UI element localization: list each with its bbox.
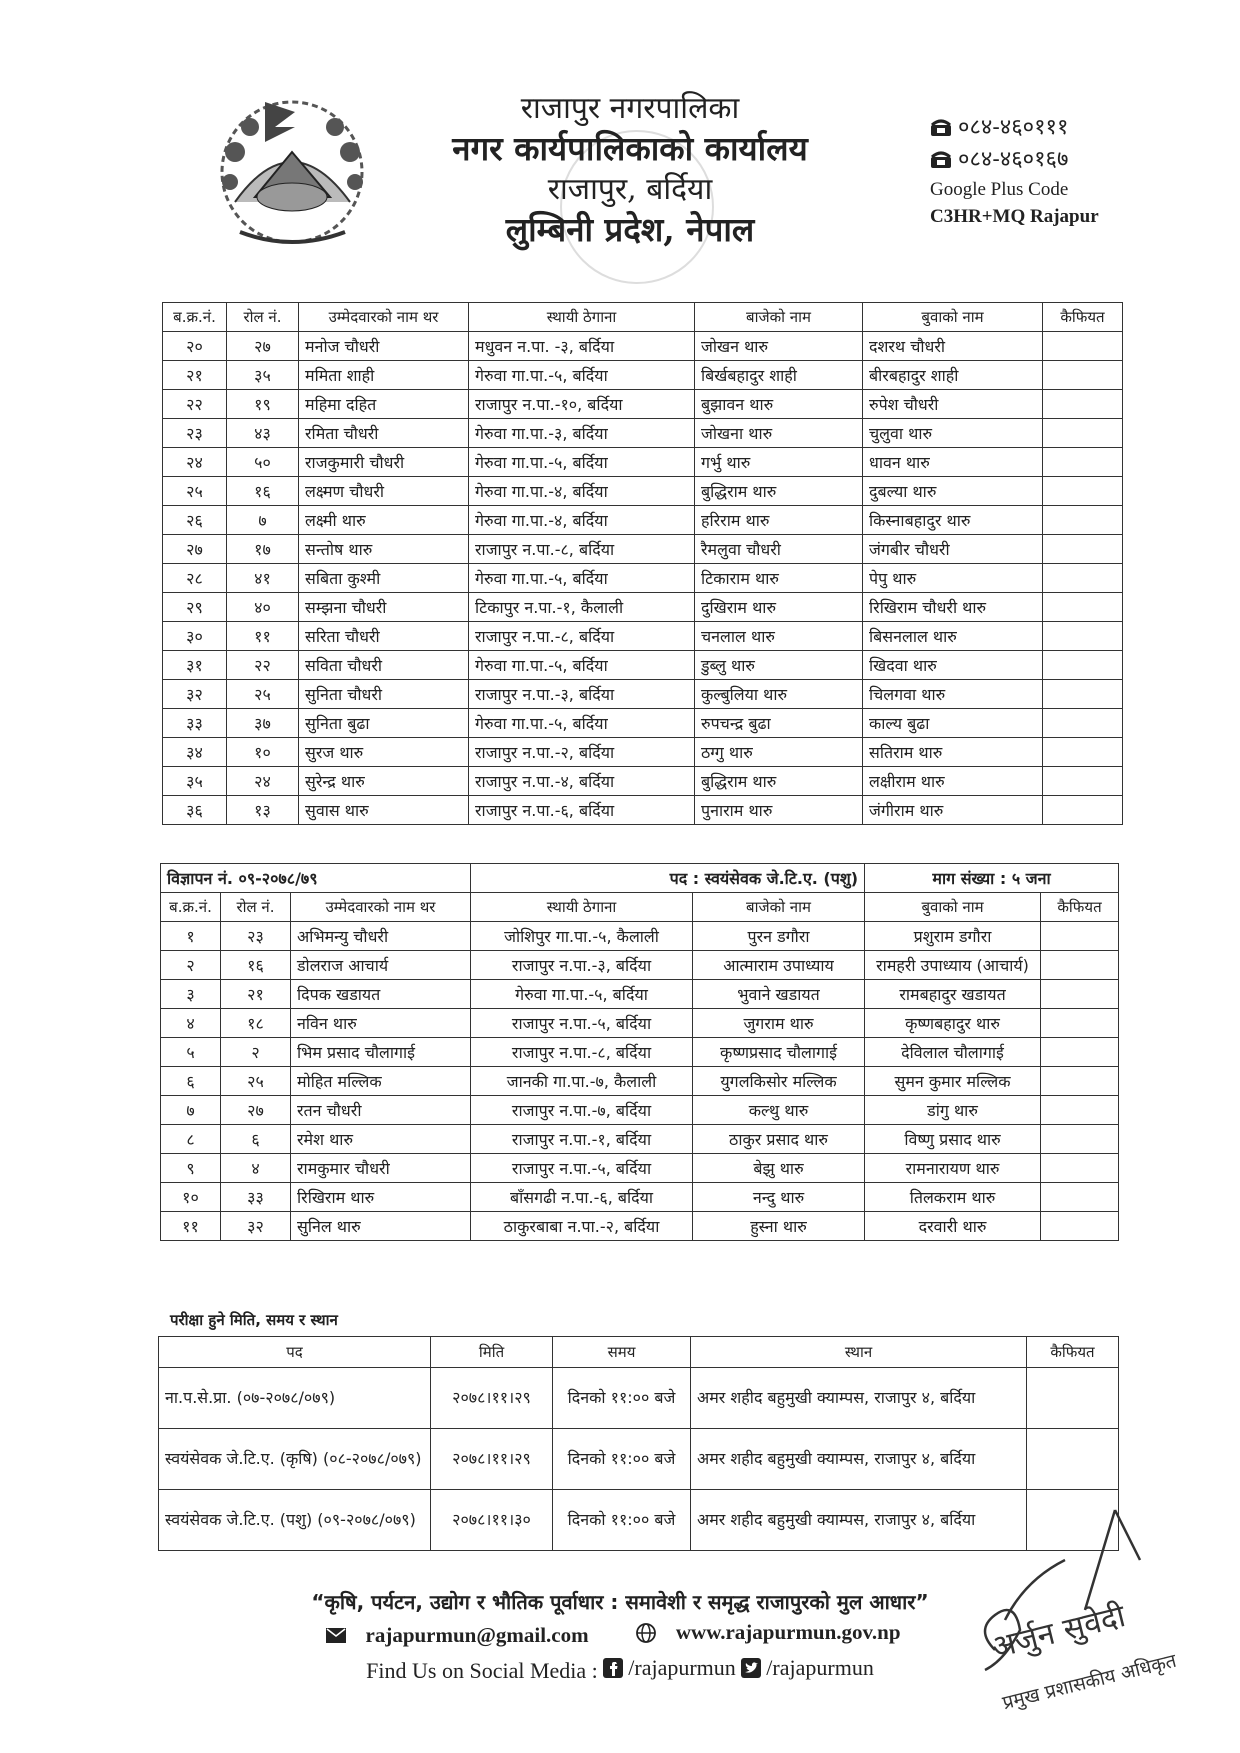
table-cell: बुद्धिराम थारु <box>695 477 863 506</box>
table-cell: बाँसगढी न.पा.-६, बर्दिया <box>471 1183 693 1212</box>
table-cell: गेरुवा गा.पा.-५, बर्दिया <box>469 448 695 477</box>
globe-icon <box>636 1623 656 1643</box>
table-row <box>163 332 1123 361</box>
table-cell: २७ <box>227 332 299 361</box>
col-venue: स्थान <box>691 1337 1027 1368</box>
col-name: उम्मेदवारको नाम थर <box>299 303 469 332</box>
table-cell: स्वयंसेवक जे.टि.ए. (पशु) (०९-२०७८/०७९) <box>159 1490 431 1551</box>
table-cell: जोखन थारु <box>695 332 863 361</box>
office-name: नगर कार्यपालिकाको कार्यालय <box>452 129 808 169</box>
table-cell: राजापुर न.पा.-८, बर्दिया <box>471 1038 693 1067</box>
table-cell: हुस्ना थारु <box>693 1212 865 1241</box>
table-cell: १ <box>161 922 221 951</box>
table-cell: जंगबीर चौधरी <box>863 535 1043 564</box>
table-cell <box>1043 767 1123 796</box>
table-cell: २ <box>221 1038 291 1067</box>
table-row <box>163 506 1123 535</box>
province-name: लुम्बिनी प्रदेश, नेपाल <box>505 210 755 250</box>
col-father: बुवाको नाम <box>865 893 1041 922</box>
table-cell: सतिराम थारु <box>863 738 1043 767</box>
table-cell: रामनारायण थारु <box>865 1154 1041 1183</box>
table-cell: अभिमन्यु चौधरी <box>291 922 471 951</box>
col-father: बुवाको नाम <box>863 303 1043 332</box>
table-cell: राजापुर न.पा.-५, बर्दिया <box>471 1009 693 1038</box>
candidate-table-2 <box>160 863 1119 1241</box>
table-cell: १६ <box>227 477 299 506</box>
table-cell: ११ <box>161 1212 221 1241</box>
table-header-row <box>159 1337 1119 1368</box>
table-cell <box>1027 1368 1119 1429</box>
table-cell: ९ <box>161 1154 221 1183</box>
table-cell: राजापुर न.पा.-२, बर्दिया <box>469 738 695 767</box>
table-cell: राजापुर न.पा.-८, बर्दिया <box>469 622 695 651</box>
col-grandfather: बाजेको नाम <box>693 893 865 922</box>
table-cell: भुवाने खडायत <box>693 980 865 1009</box>
table-cell: मोहित मल्लिक <box>291 1067 471 1096</box>
table-cell: राजापुर न.पा.-५, बर्दिया <box>471 1154 693 1183</box>
table-cell: ना.प.से.प्रा. (०७-२०७८/०७९) <box>159 1368 431 1429</box>
table-cell: ३५ <box>227 361 299 390</box>
table-cell: मधुवन न.पा. -३, बर्दिया <box>469 332 695 361</box>
table-cell <box>1043 535 1123 564</box>
post-name: पद : स्वयंसेवक जे.टि.ए. (पशु) <box>471 864 865 893</box>
table-cell: गर्भु थारु <box>695 448 863 477</box>
phone-1: ०८४-४६०१११ <box>930 112 1099 144</box>
table-cell: १८ <box>221 1009 291 1038</box>
table-cell <box>1043 477 1123 506</box>
office-title <box>420 90 840 251</box>
table-cell: २६ <box>163 506 227 535</box>
table-cell <box>1027 1429 1119 1490</box>
table-cell <box>1043 419 1123 448</box>
table-cell: राजापुर न.पा.-७, बर्दिया <box>471 1096 693 1125</box>
table-cell: १० <box>161 1183 221 1212</box>
table-cell: १३ <box>227 796 299 825</box>
table-cell: डुब्लु थारु <box>695 651 863 680</box>
table-row <box>161 1096 1119 1125</box>
table-row <box>163 709 1123 738</box>
contact-links <box>230 1620 1010 1649</box>
table-cell <box>1043 332 1123 361</box>
table-cell: दिनको ११:०० बजे <box>553 1368 691 1429</box>
table-cell: ७ <box>161 1096 221 1125</box>
table-row <box>161 1154 1119 1183</box>
table-cell: चिलगवा थारु <box>863 680 1043 709</box>
table-cell <box>1041 1009 1119 1038</box>
table-row <box>163 477 1123 506</box>
table-cell: सुवास थारु <box>299 796 469 825</box>
col-address: स्थायी ठेगाना <box>471 893 693 922</box>
table-cell: किस्नाबहादुर थारु <box>863 506 1043 535</box>
table-cell: २९ <box>163 593 227 622</box>
table-cell: राजकुमारी चौधरी <box>299 448 469 477</box>
table-cell: सुरेन्द्र थारु <box>299 767 469 796</box>
ad-number: विज्ञापन नं. ०९-२०७८/७९ <box>161 864 471 893</box>
table-cell <box>1041 1125 1119 1154</box>
table-row <box>163 622 1123 651</box>
table-cell <box>1043 651 1123 680</box>
table-cell <box>1041 951 1119 980</box>
table-cell: १० <box>227 738 299 767</box>
table-cell: ३ <box>161 980 221 1009</box>
table-cell <box>1043 796 1123 825</box>
table-cell: सन्तोष थारु <box>299 535 469 564</box>
col-serial: ब.क्र.नं. <box>163 303 227 332</box>
table-cell: बीरबहादुर शाही <box>863 361 1043 390</box>
table-cell <box>1043 564 1123 593</box>
email-link[interactable]: rajapurmun@gmail.com <box>326 1623 603 1648</box>
table-cell: कृष्णप्रसाद चौलागाई <box>693 1038 865 1067</box>
table-cell <box>1043 622 1123 651</box>
table-cell: २१ <box>221 980 291 1009</box>
table-cell: बेझु थारु <box>693 1154 865 1183</box>
table-cell: नन्दु थारु <box>693 1183 865 1212</box>
table-cell: २ <box>161 951 221 980</box>
col-roll: रोल नं. <box>221 893 291 922</box>
table-cell <box>1043 506 1123 535</box>
table-cell: ४ <box>221 1154 291 1183</box>
table-cell: महिमा दहित <box>299 390 469 419</box>
nepal-emblem-icon <box>205 82 380 257</box>
table-cell: ४३ <box>227 419 299 448</box>
website-link[interactable]: www.rajapurmun.gov.np <box>636 1620 915 1645</box>
table-row <box>163 651 1123 680</box>
social-label: Find Us on Social Media : <box>366 1658 598 1683</box>
table-row <box>161 951 1119 980</box>
table-cell: जोखना थारु <box>695 419 863 448</box>
table-row <box>159 1429 1119 1490</box>
table-row <box>161 1212 1119 1241</box>
table-cell: चनलाल थारु <box>695 622 863 651</box>
col-remarks: कैफियत <box>1041 893 1119 922</box>
table-cell: ६ <box>221 1125 291 1154</box>
table-cell: गेरुवा गा.पा.-५, बर्दिया <box>469 651 695 680</box>
table-cell: टिकापुर न.पा.-१, कैलाली <box>469 593 695 622</box>
phone-icon <box>930 151 952 169</box>
table-cell <box>1043 680 1123 709</box>
table-cell <box>1041 922 1119 951</box>
col-address: स्थायी ठेगाना <box>469 303 695 332</box>
table-cell: नविन थारु <box>291 1009 471 1038</box>
twitter-icon <box>741 1658 761 1678</box>
table-cell: ७ <box>227 506 299 535</box>
table-cell: लक्षीराम थारु <box>863 767 1043 796</box>
table-cell: टिकाराम थारु <box>695 564 863 593</box>
table-cell: राजापुर न.पा.-१, बर्दिया <box>471 1125 693 1154</box>
table-cell: सुनिल थारु <box>291 1212 471 1241</box>
table-cell: २५ <box>163 477 227 506</box>
office-location: राजापुर, बर्दिया <box>547 171 713 207</box>
table-cell: भिम प्रसाद चौलागाई <box>291 1038 471 1067</box>
table-cell: डोलराज आचार्य <box>291 951 471 980</box>
table-cell: रमेश थारु <box>291 1125 471 1154</box>
table-cell: रुपेश चौधरी <box>863 390 1043 419</box>
table-cell: २१ <box>163 361 227 390</box>
exam-schedule-title: परीक्षा हुने मिति, समय र स्थान <box>170 1311 338 1329</box>
table-cell <box>1043 709 1123 738</box>
table-cell: ३३ <box>163 709 227 738</box>
table-cell: गेरुवा गा.पा.-३, बर्दिया <box>469 419 695 448</box>
table-cell: ३६ <box>163 796 227 825</box>
col-grandfather: बाजेको नाम <box>695 303 863 332</box>
facebook-link[interactable]: /rajapurmun <box>603 1655 736 1681</box>
table-cell: ३२ <box>163 680 227 709</box>
table-cell: लक्ष्मण चौधरी <box>299 477 469 506</box>
table-cell: कृष्णबहादुर थारु <box>865 1009 1041 1038</box>
social-media-line <box>230 1655 1010 1684</box>
table-cell: तिलकराम थारु <box>865 1183 1041 1212</box>
table-cell: विष्णु प्रसाद थारु <box>865 1125 1041 1154</box>
table-row <box>163 796 1123 825</box>
table-cell: सुनिता बुढा <box>299 709 469 738</box>
table-row <box>163 419 1123 448</box>
table-cell: अमर शहीद बहुमुखी क्याम्पस, राजापुर ४, बर्दिया <box>691 1429 1027 1490</box>
table-cell: ३७ <box>227 709 299 738</box>
table-cell: दिनको ११:०० बजे <box>553 1429 691 1490</box>
table-cell: २२ <box>163 390 227 419</box>
table-row <box>163 448 1123 477</box>
table-cell: गेरुवा गा.पा.-५, बर्दिया <box>471 980 693 1009</box>
table-cell: २०७८।११।३० <box>431 1490 553 1551</box>
table-cell: राजापुर न.पा.-३, बर्दिया <box>471 951 693 980</box>
table-cell: ३१ <box>163 651 227 680</box>
table-cell: रामकुमार चौधरी <box>291 1154 471 1183</box>
table-row <box>161 1125 1119 1154</box>
table-cell: सबिता कुश्मी <box>299 564 469 593</box>
table-cell <box>1041 980 1119 1009</box>
table-cell: ममिता शाही <box>299 361 469 390</box>
letterhead <box>0 60 1240 270</box>
table-cell: सरिता चौधरी <box>299 622 469 651</box>
table-cell: पेपु थारु <box>863 564 1043 593</box>
table-cell: गेरुवा गा.पा.-५, बर्दिया <box>469 709 695 738</box>
table-cell: २०७८।११।२९ <box>431 1368 553 1429</box>
table-cell: राजापुर न.पा.-१०, बर्दिया <box>469 390 695 419</box>
table-cell: ३० <box>163 622 227 651</box>
table-cell <box>1041 1212 1119 1241</box>
table-row <box>161 980 1119 1009</box>
table-cell: ५० <box>227 448 299 477</box>
envelope-icon <box>326 1628 346 1643</box>
table-cell: देविलाल चौलागाई <box>865 1038 1041 1067</box>
table-cell: बिर्खबहादुर शाही <box>695 361 863 390</box>
table-cell: २०७८।११।२९ <box>431 1429 553 1490</box>
table-cell: कुल्बुलिया थारु <box>695 680 863 709</box>
table-row <box>161 1038 1119 1067</box>
candidate-table-1 <box>162 302 1123 825</box>
table-cell: ३५ <box>163 767 227 796</box>
table-cell: १६ <box>221 951 291 980</box>
table-cell: २७ <box>163 535 227 564</box>
col-name: उम्मेदवारको नाम थर <box>291 893 471 922</box>
table-cell: गेरुवा गा.पा.-४, बर्दिया <box>469 506 695 535</box>
table-cell: राजापुर न.पा.-३, बर्दिया <box>469 680 695 709</box>
table-cell: सम्झना चौधरी <box>299 593 469 622</box>
table-cell: दुखिराम थारु <box>695 593 863 622</box>
table-header-row <box>161 893 1119 922</box>
col-remarks: कैफियत <box>1043 303 1123 332</box>
table-cell: स्वयंसेवक जे.टि.ए. (कृषि) (०८-२०७८/०७९) <box>159 1429 431 1490</box>
table-header-row <box>163 303 1123 332</box>
table-cell: जंगीराम थारु <box>863 796 1043 825</box>
table-cell: ६ <box>161 1067 221 1096</box>
table-cell: रुपचन्द्र बुढा <box>695 709 863 738</box>
table-cell: रामबहादुर खडायत <box>865 980 1041 1009</box>
twitter-link[interactable]: /rajapurmun <box>741 1655 874 1681</box>
table-cell: दरवारी थारु <box>865 1212 1041 1241</box>
col-remarks: कैफियत <box>1027 1337 1119 1368</box>
signatory-title: प्रमुख प्रशासकीय अधिकृत <box>1000 1649 1179 1715</box>
table-cell: ५ <box>161 1038 221 1067</box>
table-cell: बुद्धिराम थारु <box>695 767 863 796</box>
table-cell: ठाकुर प्रसाद थारु <box>693 1125 865 1154</box>
table-cell <box>1041 1096 1119 1125</box>
table-cell: रमिता चौधरी <box>299 419 469 448</box>
table-cell: २८ <box>163 564 227 593</box>
table-cell: ३३ <box>221 1183 291 1212</box>
table-cell <box>1041 1154 1119 1183</box>
table-cell: २० <box>163 332 227 361</box>
table-cell: गेरुवा गा.पा.-५, बर्दिया <box>469 564 695 593</box>
table-cell: अमर शहीद बहुमुखी क्याम्पस, राजापुर ४, बर्दिया <box>691 1490 1027 1551</box>
table-cell: प्रशुराम डगौरा <box>865 922 1041 951</box>
table-cell <box>1041 1183 1119 1212</box>
table-cell: ११ <box>227 622 299 651</box>
table-cell: दिनको ११:०० बजे <box>553 1490 691 1551</box>
table-cell: चुलुवा थारु <box>863 419 1043 448</box>
phone-icon <box>930 119 952 137</box>
table-cell <box>1041 1038 1119 1067</box>
phone-2: ०८४-४६०१६७ <box>930 144 1099 176</box>
table-cell: युगलकिसोर मल्लिक <box>693 1067 865 1096</box>
col-time: समय <box>553 1337 691 1368</box>
advertisement-banner <box>161 864 1119 893</box>
table-cell: जानकी गा.पा.-७, कैलाली <box>471 1067 693 1096</box>
table-cell: गेरुवा गा.पा.-५, बर्दिया <box>469 361 695 390</box>
table-cell: पुनाराम थारु <box>695 796 863 825</box>
table-row <box>163 564 1123 593</box>
table-cell: ४१ <box>227 564 299 593</box>
col-post: पद <box>159 1337 431 1368</box>
demand-count: माग संख्या : ५ जना <box>865 864 1119 893</box>
table-cell <box>1043 361 1123 390</box>
table-cell: धावन थारु <box>863 448 1043 477</box>
table-cell: १७ <box>227 535 299 564</box>
col-serial: ब.क्र.नं. <box>161 893 221 922</box>
col-date: मिति <box>431 1337 553 1368</box>
table-row <box>161 1067 1119 1096</box>
table-row <box>161 1009 1119 1038</box>
table-cell: सविता चौधरी <box>299 651 469 680</box>
table-cell: जुगराम थारु <box>693 1009 865 1038</box>
table-cell: गेरुवा गा.पा.-४, बर्दिया <box>469 477 695 506</box>
table-row <box>163 680 1123 709</box>
table-cell: बुझावन थारु <box>695 390 863 419</box>
table-cell: ४ <box>161 1009 221 1038</box>
table-cell: ४० <box>227 593 299 622</box>
table-cell: रतन चौधरी <box>291 1096 471 1125</box>
signatory-name: अर्जुन सुवेदी <box>987 1598 1130 1666</box>
table-cell: पुरन डगौरा <box>693 922 865 951</box>
table-cell: ३४ <box>163 738 227 767</box>
table-cell: हरिराम थारु <box>695 506 863 535</box>
table-cell: कल्थु थारु <box>693 1096 865 1125</box>
table-row <box>161 1183 1119 1212</box>
table-cell: राजापुर न.पा.-६, बर्दिया <box>469 796 695 825</box>
table-cell: २४ <box>227 767 299 796</box>
table-cell <box>1043 593 1123 622</box>
table-cell: दुबल्या थारु <box>863 477 1043 506</box>
table-cell: रैमलुवा चौधरी <box>695 535 863 564</box>
table-cell: खिदवा थारु <box>863 651 1043 680</box>
table-cell: ठग्गु थारु <box>695 738 863 767</box>
table-cell <box>1043 390 1123 419</box>
table-cell: दशरथ चौधरी <box>863 332 1043 361</box>
table-row <box>163 390 1123 419</box>
table-cell: ८ <box>161 1125 221 1154</box>
table-cell <box>1043 448 1123 477</box>
table-cell: मनोज चौधरी <box>299 332 469 361</box>
table-row <box>163 535 1123 564</box>
contact-block <box>930 112 1099 231</box>
table-row <box>163 767 1123 796</box>
table-cell: दिपक खडायत <box>291 980 471 1009</box>
table-cell: २३ <box>163 419 227 448</box>
table-cell: २३ <box>221 922 291 951</box>
table-cell: रिखिराम चौधरी थारु <box>863 593 1043 622</box>
table-cell: बिसनलाल थारु <box>863 622 1043 651</box>
table-cell: सुरज थारु <box>299 738 469 767</box>
table-cell: १९ <box>227 390 299 419</box>
municipality-motto: “कृषि, पर्यटन, उद्योग र भौतिक पूर्वाधार : समावेशी र समृद्ध राजापुरको मुल आधार” <box>311 1590 929 1614</box>
table-cell: अमर शहीद बहुमुखी क्याम्पस, राजापुर ४, बर्दिया <box>691 1368 1027 1429</box>
table-row <box>163 593 1123 622</box>
table-cell <box>1043 738 1123 767</box>
table-cell: राजापुर न.पा.-८, बर्दिया <box>469 535 695 564</box>
table-row <box>159 1368 1119 1429</box>
plus-code-label: Google Plus Code <box>930 178 1069 200</box>
table-cell: सुनिता चौधरी <box>299 680 469 709</box>
table-cell: आत्माराम उपाध्याय <box>693 951 865 980</box>
table-cell: रामहरी उपाध्याय (आचार्य) <box>865 951 1041 980</box>
table-cell: २२ <box>227 651 299 680</box>
table-row <box>163 738 1123 767</box>
table-cell: ठाकुरबाबा न.पा.-२, बर्दिया <box>471 1212 693 1241</box>
table-cell: जोशिपुर गा.पा.-५, कैलाली <box>471 922 693 951</box>
facebook-icon <box>603 1658 623 1678</box>
table-cell: सुमन कुमार मल्लिक <box>865 1067 1041 1096</box>
table-cell: २५ <box>227 680 299 709</box>
table-row <box>161 922 1119 951</box>
table-row <box>163 361 1123 390</box>
table-cell: डांगु थारु <box>865 1096 1041 1125</box>
table-cell: २४ <box>163 448 227 477</box>
table-cell: २७ <box>221 1096 291 1125</box>
table-cell <box>1041 1067 1119 1096</box>
table-cell: ३२ <box>221 1212 291 1241</box>
table-cell: लक्ष्मी थारु <box>299 506 469 535</box>
table-cell: २५ <box>221 1067 291 1096</box>
plus-code: C3HR+MQ Rajapur <box>930 206 1099 228</box>
col-roll: रोल नं. <box>227 303 299 332</box>
municipality-name: राजापुर नगरपालिका <box>520 91 740 126</box>
table-cell: रिखिराम थारु <box>291 1183 471 1212</box>
table-cell: काल्य बुढा <box>863 709 1043 738</box>
table-cell: राजापुर न.पा.-४, बर्दिया <box>469 767 695 796</box>
